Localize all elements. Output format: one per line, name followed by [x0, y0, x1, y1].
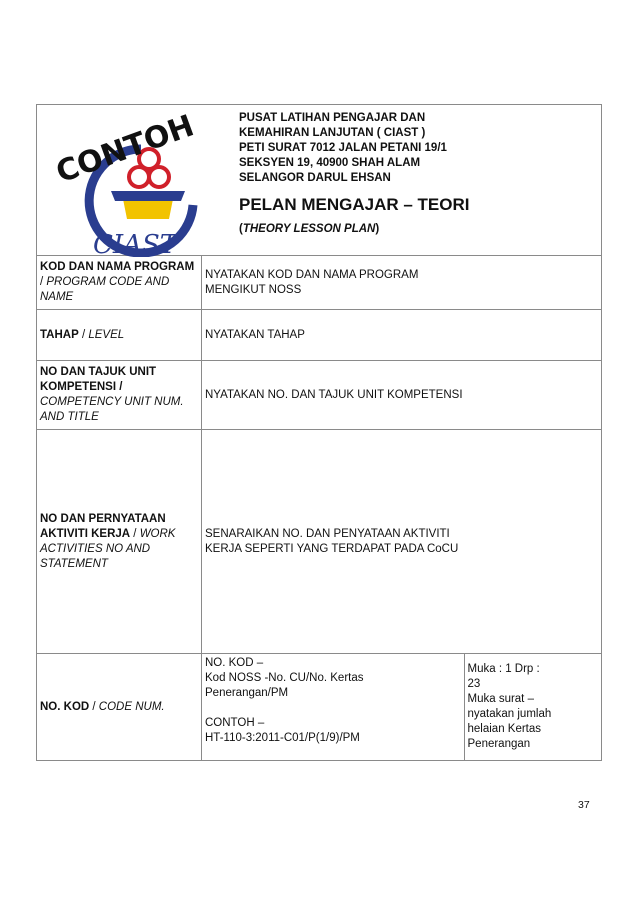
- code-label: NO. KOD / CODE NUM.: [37, 654, 202, 761]
- level-label: TAHAP / LEVEL: [37, 310, 202, 361]
- activity-value: SENARAIKAN NO. DAN PENYATAAN AKTIVITI KERJA SEPERTI YANG TERDAPAT PADA CoCU: [202, 430, 602, 654]
- ciast-logo: [41, 107, 231, 257]
- contoh-stamp: CONTOH: [51, 108, 199, 191]
- program-label: KOD DAN NAMA PROGRAM / PROGRAM CODE AND NAME: [37, 256, 202, 310]
- level-value: NYATAKAN TAHAP: [202, 310, 602, 361]
- page-info: Muka : 1 Drp : 23 Muka surat – nyatakan jumlah helaian Kertas Penerangan: [467, 663, 552, 750]
- program-value: NYATAKAN KOD DAN NAMA PROGRAM MENGIKUT NOSS: [202, 256, 602, 310]
- code-value: NO. KOD – Kod NOSS -No. CU/No. Kertas Penerangan/PM CONTOH – HT-110-3:2011-C01/P(1/9)/PM: [202, 654, 464, 760]
- form-header: [37, 105, 602, 256]
- unit-label: NO DAN TAJUK UNIT KOMPETENSI / COMPETENCY UNIT NUM. AND TITLE: [37, 361, 202, 430]
- row-program: [37, 256, 602, 310]
- ciast-wordmark: CIAST: [93, 230, 178, 257]
- page-subtitle: (THEORY LESSON PLAN): [239, 223, 380, 235]
- activity-label: NO DAN PERNYATAAN AKTIVITI KERJA / WORK ACTIVITIES NO AND STATEMENT: [37, 430, 202, 654]
- page-title: PELAN MENGAJAR – TEORI: [239, 195, 470, 214]
- logo-base-icon: [123, 199, 173, 219]
- lesson-plan-form: [36, 104, 602, 761]
- row-code: [37, 654, 602, 761]
- institution-address: PUSAT LATIHAN PENGAJAR DAN KEMAHIRAN LANJUTAN ( CIAST ) PETI SURAT 7012 JALAN PETANI 19/1 SEKSYEN 19, 40900 SHAH ALAM SELANGOR DARUL EHSAN: [239, 112, 447, 184]
- row-activity: [37, 430, 602, 654]
- page-number: 37: [578, 799, 590, 811]
- unit-value: NYATAKAN NO. DAN TAJUK UNIT KOMPETENSI: [202, 361, 602, 430]
- row-level: [37, 310, 602, 361]
- row-unit: [37, 361, 602, 430]
